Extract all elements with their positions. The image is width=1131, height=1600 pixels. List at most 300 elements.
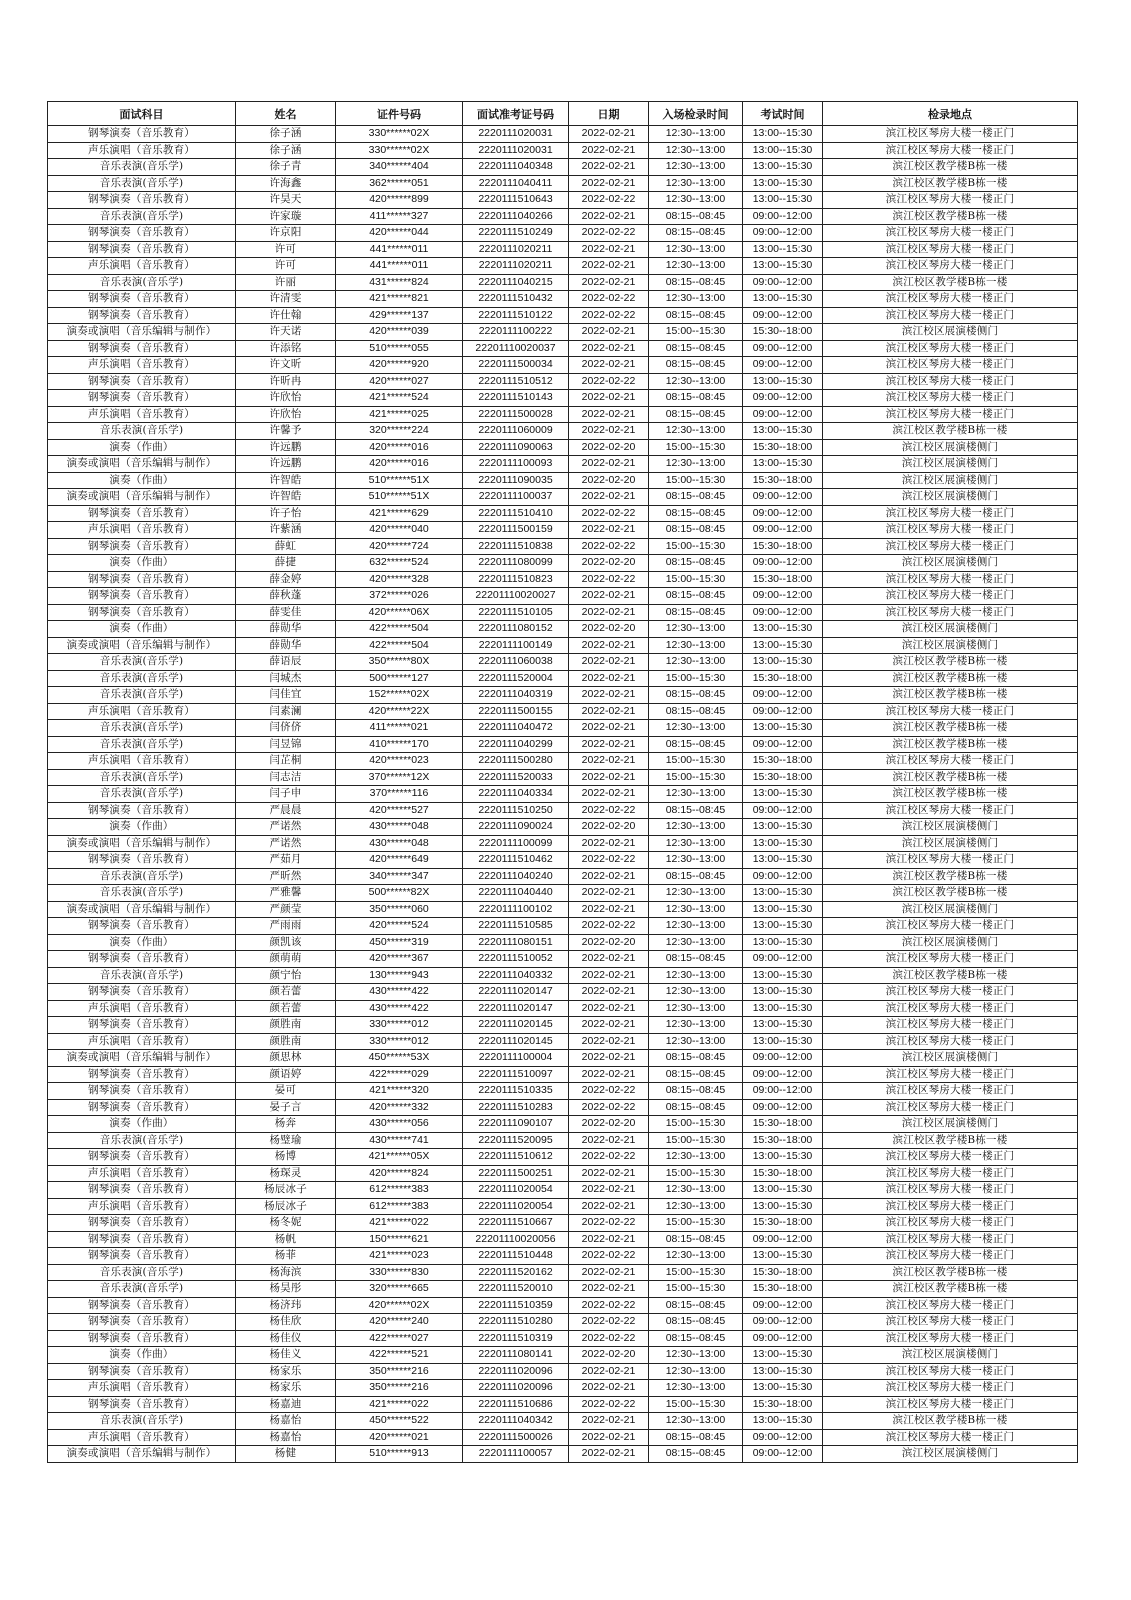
location-cell: 滨江校区琴房大楼一楼正门 bbox=[823, 703, 1078, 720]
id-number-cell: 450******522 bbox=[336, 1413, 463, 1430]
id-number-cell: 420******06X bbox=[336, 604, 463, 621]
id-number-cell: 330******012 bbox=[336, 1033, 463, 1050]
date-cell: 2022-02-21 bbox=[569, 1066, 649, 1083]
ticket-number-cell: 22201110020037 bbox=[463, 340, 569, 357]
location-cell: 滨江校区琴房大楼一楼正门 bbox=[823, 225, 1078, 242]
location-cell: 滨江校区琴房大楼一楼正门 bbox=[823, 1083, 1078, 1100]
id-number-cell: 421******022 bbox=[336, 1396, 463, 1413]
subject-cell: 钢琴演奏（音乐教育） bbox=[48, 1248, 236, 1265]
subject-cell: 音乐表演(音乐学) bbox=[48, 786, 236, 803]
ticket-number-cell: 2220111020054 bbox=[463, 1182, 569, 1199]
location-cell: 滨江校区教学楼B栋一楼 bbox=[823, 670, 1078, 687]
name-cell: 许欣怡 bbox=[236, 406, 336, 423]
table-row bbox=[48, 1396, 1078, 1413]
header-date: 日期 bbox=[569, 102, 649, 126]
table-row bbox=[48, 835, 1078, 852]
subject-cell: 演奏（作曲） bbox=[48, 621, 236, 638]
exam-time-cell: 15:30--18:00 bbox=[743, 1281, 823, 1298]
location-cell: 滨江校区展演楼侧门 bbox=[823, 637, 1078, 654]
date-cell: 2022-02-21 bbox=[569, 1050, 649, 1067]
name-cell: 闫侪侪 bbox=[236, 720, 336, 737]
name-cell: 严雨雨 bbox=[236, 918, 336, 935]
table-row bbox=[48, 406, 1078, 423]
location-cell: 滨江校区琴房大楼一楼正门 bbox=[823, 802, 1078, 819]
table-row bbox=[48, 1149, 1078, 1166]
exam-time-cell: 13:00--15:30 bbox=[743, 637, 823, 654]
ticket-number-cell: 2220111100149 bbox=[463, 637, 569, 654]
location-cell: 滨江校区展演楼侧门 bbox=[823, 456, 1078, 473]
checkin-time-cell: 15:00--15:30 bbox=[649, 1281, 743, 1298]
name-cell: 许可 bbox=[236, 241, 336, 258]
date-cell: 2022-02-20 bbox=[569, 555, 649, 572]
date-cell: 2022-02-21 bbox=[569, 1380, 649, 1397]
date-cell: 2022-02-20 bbox=[569, 472, 649, 489]
table-row bbox=[48, 670, 1078, 687]
subject-cell: 钢琴演奏（音乐教育） bbox=[48, 373, 236, 390]
table-row bbox=[48, 1363, 1078, 1380]
date-cell: 2022-02-21 bbox=[569, 687, 649, 704]
date-cell: 2022-02-22 bbox=[569, 192, 649, 209]
table-row bbox=[48, 373, 1078, 390]
date-cell: 2022-02-21 bbox=[569, 1413, 649, 1430]
table-row bbox=[48, 802, 1078, 819]
exam-time-cell: 15:30--18:00 bbox=[743, 1264, 823, 1281]
date-cell: 2022-02-21 bbox=[569, 753, 649, 770]
checkin-time-cell: 08:15--08:45 bbox=[649, 604, 743, 621]
location-cell: 滨江校区琴房大楼一楼正门 bbox=[823, 1215, 1078, 1232]
checkin-time-cell: 12:30--13:00 bbox=[649, 373, 743, 390]
ticket-number-cell: 2220111090107 bbox=[463, 1116, 569, 1133]
checkin-time-cell: 15:00--15:30 bbox=[649, 753, 743, 770]
table-row bbox=[48, 1380, 1078, 1397]
name-cell: 杨辰冰子 bbox=[236, 1198, 336, 1215]
exam-time-cell: 15:30--18:00 bbox=[743, 472, 823, 489]
location-cell: 滨江校区展演楼侧门 bbox=[823, 901, 1078, 918]
ticket-number-cell: 2220111040319 bbox=[463, 687, 569, 704]
date-cell: 2022-02-21 bbox=[569, 1017, 649, 1034]
header-exam-time: 考试时间 bbox=[743, 102, 823, 126]
ticket-number-cell: 2220111020147 bbox=[463, 984, 569, 1001]
table-row bbox=[48, 357, 1078, 374]
location-cell: 滨江校区琴房大楼一楼正门 bbox=[823, 390, 1078, 407]
location-cell: 滨江校区琴房大楼一楼正门 bbox=[823, 1066, 1078, 1083]
ticket-number-cell: 2220111510105 bbox=[463, 604, 569, 621]
checkin-time-cell: 08:15--08:45 bbox=[649, 1083, 743, 1100]
location-cell: 滨江校区教学楼B栋一楼 bbox=[823, 720, 1078, 737]
ticket-number-cell: 2220111500251 bbox=[463, 1165, 569, 1182]
exam-time-cell: 09:00--12:00 bbox=[743, 208, 823, 225]
ticket-number-cell: 2220111510319 bbox=[463, 1330, 569, 1347]
table-row bbox=[48, 175, 1078, 192]
exam-time-cell: 13:00--15:30 bbox=[743, 621, 823, 638]
name-cell: 颜若蕾 bbox=[236, 984, 336, 1001]
checkin-time-cell: 12:30--13:00 bbox=[649, 1017, 743, 1034]
id-number-cell: 411******327 bbox=[336, 208, 463, 225]
table-row bbox=[48, 538, 1078, 555]
header-ticket-number: 面试准考证号码 bbox=[463, 102, 569, 126]
date-cell: 2022-02-21 bbox=[569, 984, 649, 1001]
checkin-time-cell: 08:15--08:45 bbox=[649, 1297, 743, 1314]
checkin-time-cell: 12:30--13:00 bbox=[649, 819, 743, 836]
location-cell: 滨江校区展演楼侧门 bbox=[823, 1050, 1078, 1067]
subject-cell: 演奏（作曲） bbox=[48, 472, 236, 489]
table-row bbox=[48, 637, 1078, 654]
exam-time-cell: 09:00--12:00 bbox=[743, 1297, 823, 1314]
exam-time-cell: 09:00--12:00 bbox=[743, 555, 823, 572]
date-cell: 2022-02-21 bbox=[569, 670, 649, 687]
subject-cell: 声乐演唱（音乐教育） bbox=[48, 1380, 236, 1397]
checkin-time-cell: 08:15--08:45 bbox=[649, 951, 743, 968]
checkin-time-cell: 12:30--13:00 bbox=[649, 786, 743, 803]
exam-time-cell: 13:00--15:30 bbox=[743, 654, 823, 671]
checkin-time-cell: 15:00--15:30 bbox=[649, 769, 743, 786]
checkin-time-cell: 12:30--13:00 bbox=[649, 258, 743, 275]
location-cell: 滨江校区琴房大楼一楼正门 bbox=[823, 1297, 1078, 1314]
subject-cell: 音乐表演(音乐学) bbox=[48, 1413, 236, 1430]
ticket-number-cell: 2220111100099 bbox=[463, 835, 569, 852]
name-cell: 许欣怡 bbox=[236, 390, 336, 407]
id-number-cell: 429******137 bbox=[336, 307, 463, 324]
location-cell: 滨江校区展演楼侧门 bbox=[823, 1347, 1078, 1364]
table-row bbox=[48, 901, 1078, 918]
name-cell: 杨昊彤 bbox=[236, 1281, 336, 1298]
table-row bbox=[48, 340, 1078, 357]
location-cell: 滨江校区教学楼B栋一楼 bbox=[823, 687, 1078, 704]
ticket-number-cell: 2220111020145 bbox=[463, 1033, 569, 1050]
table-row bbox=[48, 1330, 1078, 1347]
checkin-time-cell: 08:15--08:45 bbox=[649, 390, 743, 407]
checkin-time-cell: 08:15--08:45 bbox=[649, 555, 743, 572]
id-number-cell: 420******040 bbox=[336, 522, 463, 539]
name-cell: 杨济玮 bbox=[236, 1297, 336, 1314]
table-row bbox=[48, 1165, 1078, 1182]
id-number-cell: 340******404 bbox=[336, 159, 463, 176]
checkin-time-cell: 08:15--08:45 bbox=[649, 1231, 743, 1248]
name-cell: 杨冬妮 bbox=[236, 1215, 336, 1232]
name-cell: 闫昱锦 bbox=[236, 736, 336, 753]
subject-cell: 音乐表演(音乐学) bbox=[48, 1132, 236, 1149]
checkin-time-cell: 12:30--13:00 bbox=[649, 291, 743, 308]
subject-cell: 钢琴演奏（音乐教育） bbox=[48, 802, 236, 819]
location-cell: 滨江校区教学楼B栋一楼 bbox=[823, 159, 1078, 176]
ticket-number-cell: 2220111040334 bbox=[463, 786, 569, 803]
checkin-time-cell: 08:15--08:45 bbox=[649, 1429, 743, 1446]
id-number-cell: 421******025 bbox=[336, 406, 463, 423]
table-row bbox=[48, 1033, 1078, 1050]
location-cell: 滨江校区琴房大楼一楼正门 bbox=[823, 1231, 1078, 1248]
date-cell: 2022-02-21 bbox=[569, 1363, 649, 1380]
exam-time-cell: 13:00--15:30 bbox=[743, 901, 823, 918]
location-cell: 滨江校区琴房大楼一楼正门 bbox=[823, 1380, 1078, 1397]
date-cell: 2022-02-21 bbox=[569, 1264, 649, 1281]
subject-cell: 钢琴演奏（音乐教育） bbox=[48, 192, 236, 209]
exam-time-cell: 13:00--15:30 bbox=[743, 1000, 823, 1017]
id-number-cell: 430******741 bbox=[336, 1132, 463, 1149]
checkin-time-cell: 12:30--13:00 bbox=[649, 175, 743, 192]
id-number-cell: 430******422 bbox=[336, 984, 463, 1001]
exam-time-cell: 13:00--15:30 bbox=[743, 456, 823, 473]
id-number-cell: 420******649 bbox=[336, 852, 463, 869]
exam-time-cell: 13:00--15:30 bbox=[743, 159, 823, 176]
id-number-cell: 422******027 bbox=[336, 1330, 463, 1347]
table-row bbox=[48, 621, 1078, 638]
location-cell: 滨江校区琴房大楼一楼正门 bbox=[823, 1182, 1078, 1199]
table-row bbox=[48, 1132, 1078, 1149]
location-cell: 滨江校区琴房大楼一楼正门 bbox=[823, 1330, 1078, 1347]
checkin-time-cell: 12:30--13:00 bbox=[649, 456, 743, 473]
subject-cell: 声乐演唱（音乐教育） bbox=[48, 1198, 236, 1215]
checkin-time-cell: 15:00--15:30 bbox=[649, 670, 743, 687]
header-checkin-location: 检录地点 bbox=[823, 102, 1078, 126]
id-number-cell: 422******504 bbox=[336, 637, 463, 654]
name-cell: 薛金婷 bbox=[236, 571, 336, 588]
id-number-cell: 420******524 bbox=[336, 918, 463, 935]
name-cell: 杨海滨 bbox=[236, 1264, 336, 1281]
checkin-time-cell: 12:30--13:00 bbox=[649, 1248, 743, 1265]
location-cell: 滨江校区琴房大楼一楼正门 bbox=[823, 918, 1078, 935]
location-cell: 滨江校区展演楼侧门 bbox=[823, 835, 1078, 852]
location-cell: 滨江校区琴房大楼一楼正门 bbox=[823, 1429, 1078, 1446]
date-cell: 2022-02-22 bbox=[569, 307, 649, 324]
ticket-number-cell: 2220111100057 bbox=[463, 1446, 569, 1463]
date-cell: 2022-02-21 bbox=[569, 1446, 649, 1463]
exam-time-cell: 09:00--12:00 bbox=[743, 225, 823, 242]
location-cell: 滨江校区琴房大楼一楼正门 bbox=[823, 852, 1078, 869]
subject-cell: 钢琴演奏（音乐教育） bbox=[48, 241, 236, 258]
exam-time-cell: 13:00--15:30 bbox=[743, 258, 823, 275]
exam-time-cell: 15:30--18:00 bbox=[743, 1165, 823, 1182]
id-number-cell: 340******347 bbox=[336, 868, 463, 885]
exam-time-cell: 13:00--15:30 bbox=[743, 241, 823, 258]
date-cell: 2022-02-21 bbox=[569, 126, 649, 143]
checkin-time-cell: 15:00--15:30 bbox=[649, 472, 743, 489]
id-number-cell: 350******216 bbox=[336, 1363, 463, 1380]
subject-cell: 钢琴演奏（音乐教育） bbox=[48, 1066, 236, 1083]
ticket-number-cell: 2220111510643 bbox=[463, 192, 569, 209]
id-number-cell: 350******060 bbox=[336, 901, 463, 918]
ticket-number-cell: 2220111060038 bbox=[463, 654, 569, 671]
name-cell: 闫子申 bbox=[236, 786, 336, 803]
table-row bbox=[48, 192, 1078, 209]
exam-time-cell: 09:00--12:00 bbox=[743, 357, 823, 374]
exam-time-cell: 09:00--12:00 bbox=[743, 522, 823, 539]
id-number-cell: 441******011 bbox=[336, 241, 463, 258]
name-cell: 杨菲 bbox=[236, 1248, 336, 1265]
date-cell: 2022-02-21 bbox=[569, 274, 649, 291]
date-cell: 2022-02-21 bbox=[569, 1429, 649, 1446]
location-cell: 滨江校区琴房大楼一楼正门 bbox=[823, 1017, 1078, 1034]
location-cell: 滨江校区展演楼侧门 bbox=[823, 489, 1078, 506]
ticket-number-cell: 2220111020211 bbox=[463, 258, 569, 275]
checkin-time-cell: 12:30--13:00 bbox=[649, 852, 743, 869]
exam-time-cell: 09:00--12:00 bbox=[743, 340, 823, 357]
subject-cell: 演奏（作曲） bbox=[48, 934, 236, 951]
date-cell: 2022-02-22 bbox=[569, 505, 649, 522]
table-row bbox=[48, 951, 1078, 968]
date-cell: 2022-02-22 bbox=[569, 538, 649, 555]
date-cell: 2022-02-21 bbox=[569, 637, 649, 654]
ticket-number-cell: 2220111510448 bbox=[463, 1248, 569, 1265]
checkin-time-cell: 12:30--13:00 bbox=[649, 1149, 743, 1166]
exam-time-cell: 13:00--15:30 bbox=[743, 423, 823, 440]
ticket-number-cell: 2220111510432 bbox=[463, 291, 569, 308]
ticket-number-cell: 2220111510612 bbox=[463, 1149, 569, 1166]
exam-time-cell: 15:30--18:00 bbox=[743, 670, 823, 687]
name-cell: 许智皓 bbox=[236, 472, 336, 489]
ticket-number-cell: 2220111510823 bbox=[463, 571, 569, 588]
checkin-time-cell: 12:30--13:00 bbox=[649, 637, 743, 654]
id-number-cell: 350******80X bbox=[336, 654, 463, 671]
exam-time-cell: 13:00--15:30 bbox=[743, 1149, 823, 1166]
ticket-number-cell: 2220111510462 bbox=[463, 852, 569, 869]
exam-time-cell: 15:30--18:00 bbox=[743, 324, 823, 341]
location-cell: 滨江校区琴房大楼一楼正门 bbox=[823, 588, 1078, 605]
checkin-time-cell: 12:30--13:00 bbox=[649, 967, 743, 984]
table-row bbox=[48, 1446, 1078, 1463]
id-number-cell: 421******821 bbox=[336, 291, 463, 308]
table-row bbox=[48, 291, 1078, 308]
date-cell: 2022-02-21 bbox=[569, 258, 649, 275]
subject-cell: 演奏（作曲） bbox=[48, 1116, 236, 1133]
checkin-time-cell: 12:30--13:00 bbox=[649, 984, 743, 1001]
header-subject: 面试科目 bbox=[48, 102, 236, 126]
exam-time-cell: 09:00--12:00 bbox=[743, 1446, 823, 1463]
checkin-time-cell: 08:15--08:45 bbox=[649, 687, 743, 704]
location-cell: 滨江校区教学楼B栋一楼 bbox=[823, 769, 1078, 786]
exam-time-cell: 13:00--15:30 bbox=[743, 142, 823, 159]
table-row bbox=[48, 225, 1078, 242]
date-cell: 2022-02-21 bbox=[569, 241, 649, 258]
location-cell: 滨江校区琴房大楼一楼正门 bbox=[823, 538, 1078, 555]
exam-time-cell: 13:00--15:30 bbox=[743, 1380, 823, 1397]
ticket-number-cell: 2220111020096 bbox=[463, 1380, 569, 1397]
name-cell: 薛虹 bbox=[236, 538, 336, 555]
subject-cell: 钢琴演奏（音乐教育） bbox=[48, 291, 236, 308]
checkin-time-cell: 12:30--13:00 bbox=[649, 901, 743, 918]
ticket-number-cell: 2220111020031 bbox=[463, 126, 569, 143]
date-cell: 2022-02-22 bbox=[569, 1314, 649, 1331]
id-number-cell: 420******027 bbox=[336, 373, 463, 390]
ticket-number-cell: 2220111080151 bbox=[463, 934, 569, 951]
location-cell: 滨江校区教学楼B栋一楼 bbox=[823, 423, 1078, 440]
name-cell: 许仕翰 bbox=[236, 307, 336, 324]
checkin-time-cell: 15:00--15:30 bbox=[649, 1396, 743, 1413]
id-number-cell: 420******328 bbox=[336, 571, 463, 588]
ticket-number-cell: 2220111020147 bbox=[463, 1000, 569, 1017]
id-number-cell: 420******039 bbox=[336, 324, 463, 341]
ticket-number-cell: 2220111510250 bbox=[463, 802, 569, 819]
header-name: 姓名 bbox=[236, 102, 336, 126]
table-row bbox=[48, 1050, 1078, 1067]
subject-cell: 音乐表演(音乐学) bbox=[48, 654, 236, 671]
name-cell: 薛雯佳 bbox=[236, 604, 336, 621]
name-cell: 许子怡 bbox=[236, 505, 336, 522]
table-row bbox=[48, 654, 1078, 671]
subject-cell: 音乐表演(音乐学) bbox=[48, 720, 236, 737]
date-cell: 2022-02-22 bbox=[569, 1083, 649, 1100]
table-row bbox=[48, 307, 1078, 324]
exam-time-cell: 13:00--15:30 bbox=[743, 1413, 823, 1430]
id-number-cell: 330******02X bbox=[336, 126, 463, 143]
ticket-number-cell: 2220111500034 bbox=[463, 357, 569, 374]
name-cell: 严颜莹 bbox=[236, 901, 336, 918]
checkin-time-cell: 15:00--15:30 bbox=[649, 1116, 743, 1133]
name-cell: 许丽 bbox=[236, 274, 336, 291]
subject-cell: 声乐演唱（音乐教育） bbox=[48, 1165, 236, 1182]
subject-cell: 钢琴演奏（音乐教育） bbox=[48, 340, 236, 357]
exam-time-cell: 09:00--12:00 bbox=[743, 736, 823, 753]
table-row bbox=[48, 159, 1078, 176]
table-row bbox=[48, 208, 1078, 225]
exam-time-cell: 13:00--15:30 bbox=[743, 984, 823, 1001]
location-cell: 滨江校区琴房大楼一楼正门 bbox=[823, 373, 1078, 390]
date-cell: 2022-02-20 bbox=[569, 439, 649, 456]
date-cell: 2022-02-21 bbox=[569, 604, 649, 621]
checkin-time-cell: 08:15--08:45 bbox=[649, 703, 743, 720]
date-cell: 2022-02-21 bbox=[569, 868, 649, 885]
subject-cell: 演奏（作曲） bbox=[48, 439, 236, 456]
id-number-cell: 410******170 bbox=[336, 736, 463, 753]
location-cell: 滨江校区教学楼B栋一楼 bbox=[823, 786, 1078, 803]
checkin-time-cell: 12:30--13:00 bbox=[649, 1363, 743, 1380]
ticket-number-cell: 2220111040332 bbox=[463, 967, 569, 984]
exam-time-cell: 13:00--15:30 bbox=[743, 126, 823, 143]
exam-time-cell: 13:00--15:30 bbox=[743, 720, 823, 737]
checkin-time-cell: 08:15--08:45 bbox=[649, 505, 743, 522]
checkin-time-cell: 08:15--08:45 bbox=[649, 588, 743, 605]
header-checkin-time: 入场检录时间 bbox=[649, 102, 743, 126]
subject-cell: 演奏或演唱（音乐编辑与制作） bbox=[48, 1446, 236, 1463]
ticket-number-cell: 22201110020027 bbox=[463, 588, 569, 605]
name-cell: 晏可 bbox=[236, 1083, 336, 1100]
location-cell: 滨江校区琴房大楼一楼正门 bbox=[823, 571, 1078, 588]
subject-cell: 演奏（作曲） bbox=[48, 819, 236, 836]
exam-schedule-sheet bbox=[47, 101, 1078, 1463]
checkin-time-cell: 12:30--13:00 bbox=[649, 142, 743, 159]
name-cell: 杨帆 bbox=[236, 1231, 336, 1248]
checkin-time-cell: 15:00--15:30 bbox=[649, 1165, 743, 1182]
checkin-time-cell: 08:15--08:45 bbox=[649, 736, 743, 753]
subject-cell: 声乐演唱（音乐教育） bbox=[48, 1429, 236, 1446]
subject-cell: 钢琴演奏（音乐教育） bbox=[48, 1083, 236, 1100]
checkin-time-cell: 15:00--15:30 bbox=[649, 538, 743, 555]
date-cell: 2022-02-21 bbox=[569, 703, 649, 720]
date-cell: 2022-02-21 bbox=[569, 489, 649, 506]
name-cell: 闫城杰 bbox=[236, 670, 336, 687]
table-row bbox=[48, 1066, 1078, 1083]
exam-time-cell: 13:00--15:30 bbox=[743, 918, 823, 935]
table-row bbox=[48, 1083, 1078, 1100]
ticket-number-cell: 2220111510283 bbox=[463, 1099, 569, 1116]
subject-cell: 钢琴演奏（音乐教育） bbox=[48, 1215, 236, 1232]
subject-cell: 声乐演唱（音乐教育） bbox=[48, 1000, 236, 1017]
date-cell: 2022-02-21 bbox=[569, 340, 649, 357]
subject-cell: 钢琴演奏（音乐教育） bbox=[48, 604, 236, 621]
name-cell: 杨奔 bbox=[236, 1116, 336, 1133]
ticket-number-cell: 2220111040472 bbox=[463, 720, 569, 737]
subject-cell: 钢琴演奏（音乐教育） bbox=[48, 588, 236, 605]
subject-cell: 钢琴演奏（音乐教育） bbox=[48, 538, 236, 555]
exam-time-cell: 15:30--18:00 bbox=[743, 769, 823, 786]
subject-cell: 演奏（作曲） bbox=[48, 555, 236, 572]
ticket-number-cell: 2220111040440 bbox=[463, 885, 569, 902]
table-row bbox=[48, 720, 1078, 737]
location-cell: 滨江校区琴房大楼一楼正门 bbox=[823, 753, 1078, 770]
id-number-cell: 421******524 bbox=[336, 390, 463, 407]
name-cell: 许家璇 bbox=[236, 208, 336, 225]
subject-cell: 钢琴演奏（音乐教育） bbox=[48, 1396, 236, 1413]
name-cell: 闫志洁 bbox=[236, 769, 336, 786]
